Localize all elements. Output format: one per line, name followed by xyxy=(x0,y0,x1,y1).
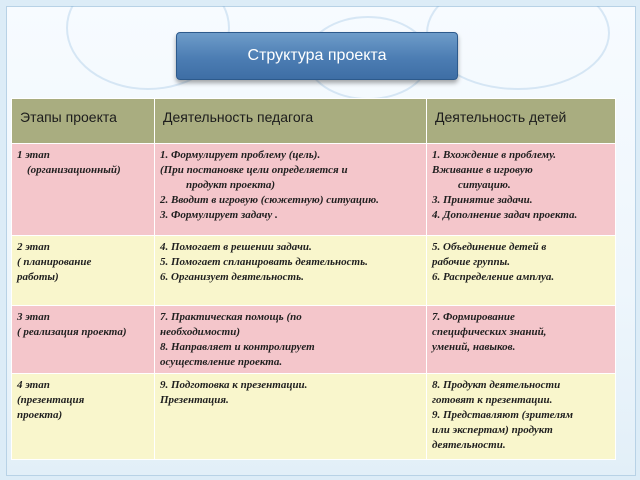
stage-cell xyxy=(12,306,155,374)
stage-cell xyxy=(12,144,155,236)
teacher-cell: 7. Практическая помощь (по необходимости) 8. Направляет и контролирует осуществление проекта. xyxy=(155,306,427,374)
header-children-activity: Деятельность детей xyxy=(427,99,616,144)
stage-subtitle: (организационный) xyxy=(27,164,121,176)
stage-name: 1 этап xyxy=(17,149,50,161)
children-cell: 7. Формирование специфических знаний, умений, навыков. xyxy=(427,306,616,374)
stage-subtitle: работы) xyxy=(17,271,59,283)
table-row xyxy=(12,236,616,306)
teacher-cell: 4. Помогает в решении задачи. 5. Помогает спланировать деятельность. 6. Организует деятельность. xyxy=(155,236,427,306)
slide-title: Структура проекта xyxy=(176,32,458,80)
stage-subtitle: ( планирование xyxy=(17,256,92,268)
stage-name: 3 этап xyxy=(17,311,50,323)
header-teacher-activity: Деятельность педагога xyxy=(155,99,427,144)
table-row xyxy=(12,306,616,374)
table-header-row xyxy=(12,99,616,144)
children-cell: 1. Вхождение в проблему. Вживание в игровую ситуацию. 3. Принятие задачи. 4. Дополнение задач проекта. xyxy=(427,144,616,236)
stage-subtitle: ( реализация проекта) xyxy=(17,326,127,338)
stage-cell xyxy=(12,236,155,306)
teacher-cell: 9. Подготовка к презентации. Презентация. xyxy=(155,374,427,460)
table-row xyxy=(12,374,616,460)
stage-name: 4 этап xyxy=(17,379,50,391)
children-cell: 8. Продукт деятельности готовят к презентации. 9. Представляют (зрителям или экспертам) продукт деятельности. xyxy=(427,374,616,460)
teacher-cell: 1. Формулирует проблему (цель). (При постановке цели определяется и продукт проекта) 2. Вводит в игровую (сюжетную) ситуацию. 3. Формулирует задачу . xyxy=(155,144,427,236)
project-structure-table xyxy=(11,98,616,460)
stage-subtitle: (презентация xyxy=(17,394,85,406)
children-cell: 5. Объединение детей в рабочие группы. 6. Распределение амплуа. xyxy=(427,236,616,306)
stage-subtitle: проекта) xyxy=(17,409,63,421)
header-stages: Этапы проекта xyxy=(12,99,155,144)
stage-cell xyxy=(12,374,155,460)
stage-name: 2 этап xyxy=(17,241,50,253)
table-row xyxy=(12,144,616,236)
